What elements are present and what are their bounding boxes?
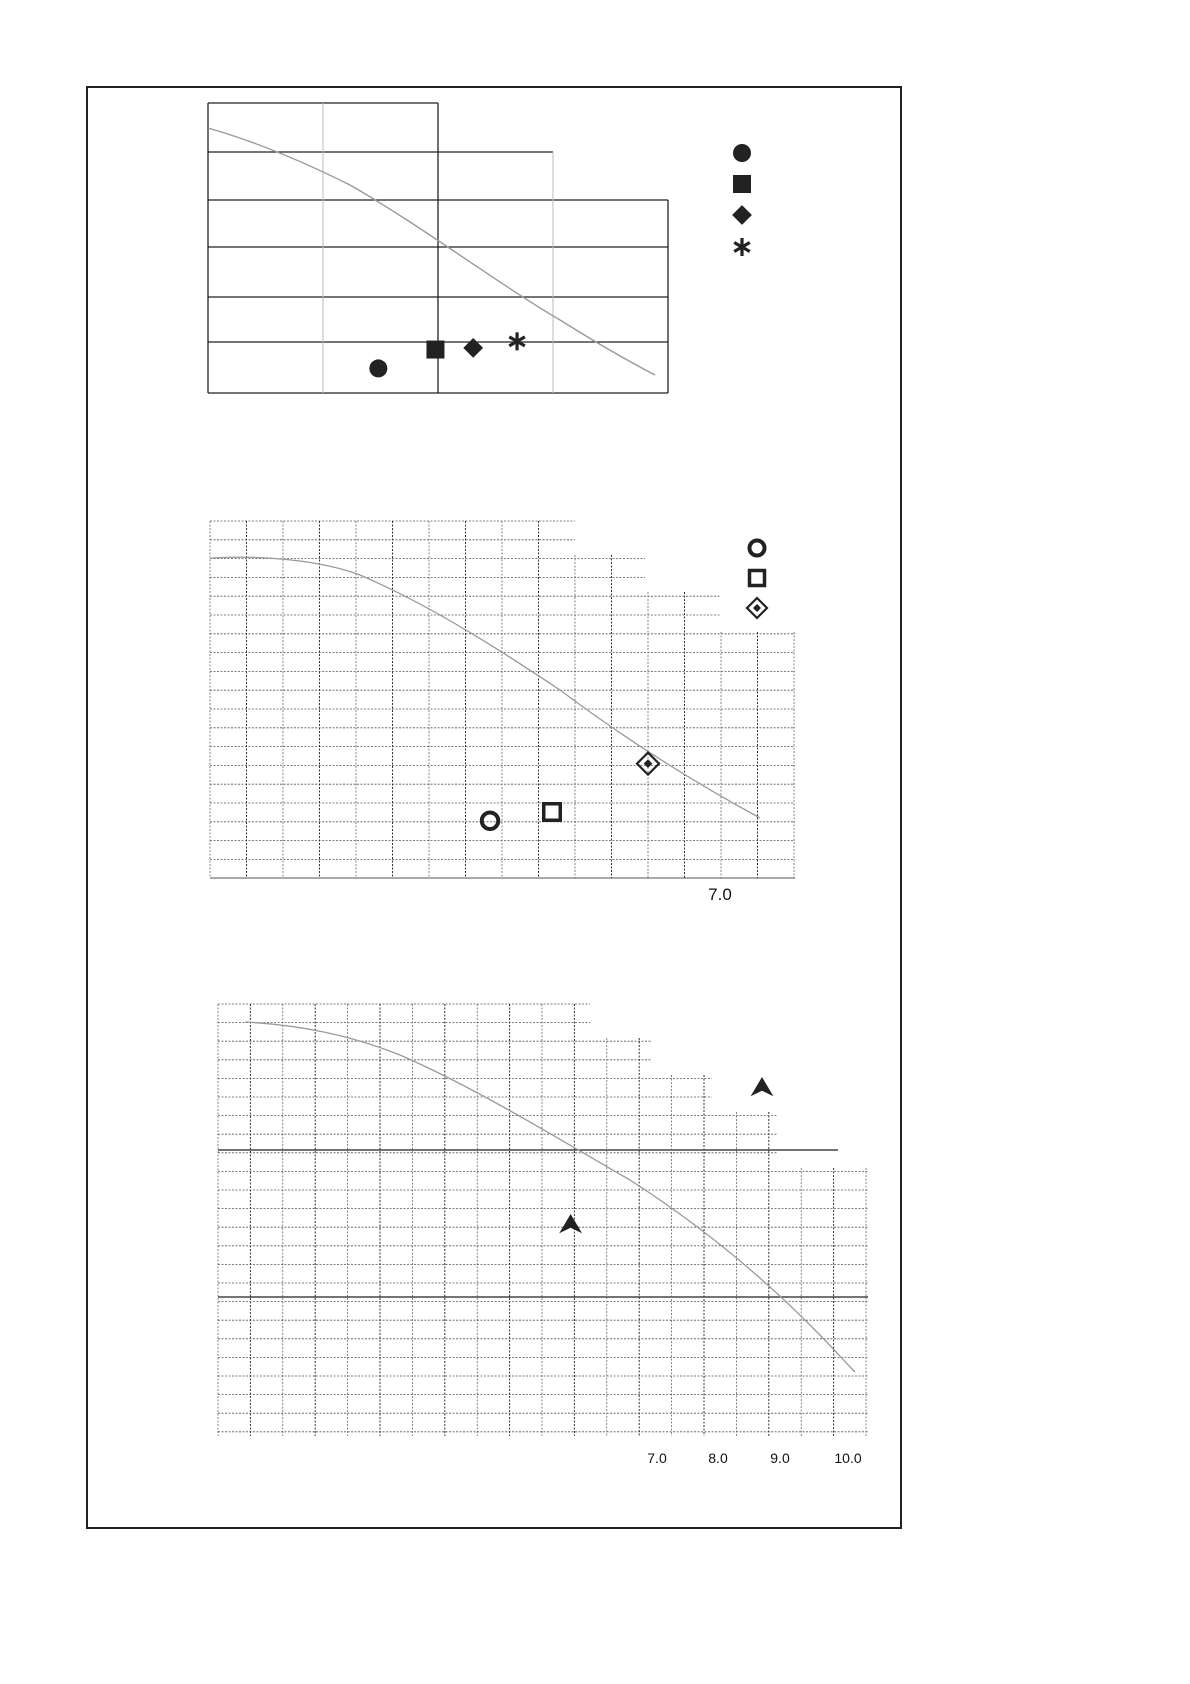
data-point	[426, 341, 444, 359]
data-point	[544, 804, 561, 821]
legend-marker	[751, 1077, 774, 1096]
x-tick-label: 8.0	[708, 1450, 728, 1466]
chart-2	[210, 521, 795, 904]
data-point	[369, 359, 387, 377]
x-tick-label: 9.0	[770, 1450, 790, 1466]
legend-marker	[734, 238, 750, 256]
x-tick-label: 7.0	[708, 885, 732, 904]
chart-3	[218, 1004, 868, 1466]
legend-marker	[733, 144, 751, 162]
reference-curve	[208, 128, 655, 375]
reference-curve	[245, 1022, 855, 1372]
data-point	[482, 813, 499, 830]
x-tick-label: 7.0	[647, 1450, 667, 1466]
legend-marker	[733, 175, 751, 193]
legend-marker	[732, 205, 752, 225]
data-point	[509, 332, 525, 350]
chart-1	[208, 103, 752, 393]
data-point	[463, 338, 483, 358]
legend-marker	[750, 541, 765, 556]
legend-marker	[750, 571, 765, 586]
data-point	[559, 1214, 582, 1233]
x-tick-label: 10.0	[834, 1450, 862, 1466]
legend-marker	[747, 598, 767, 618]
